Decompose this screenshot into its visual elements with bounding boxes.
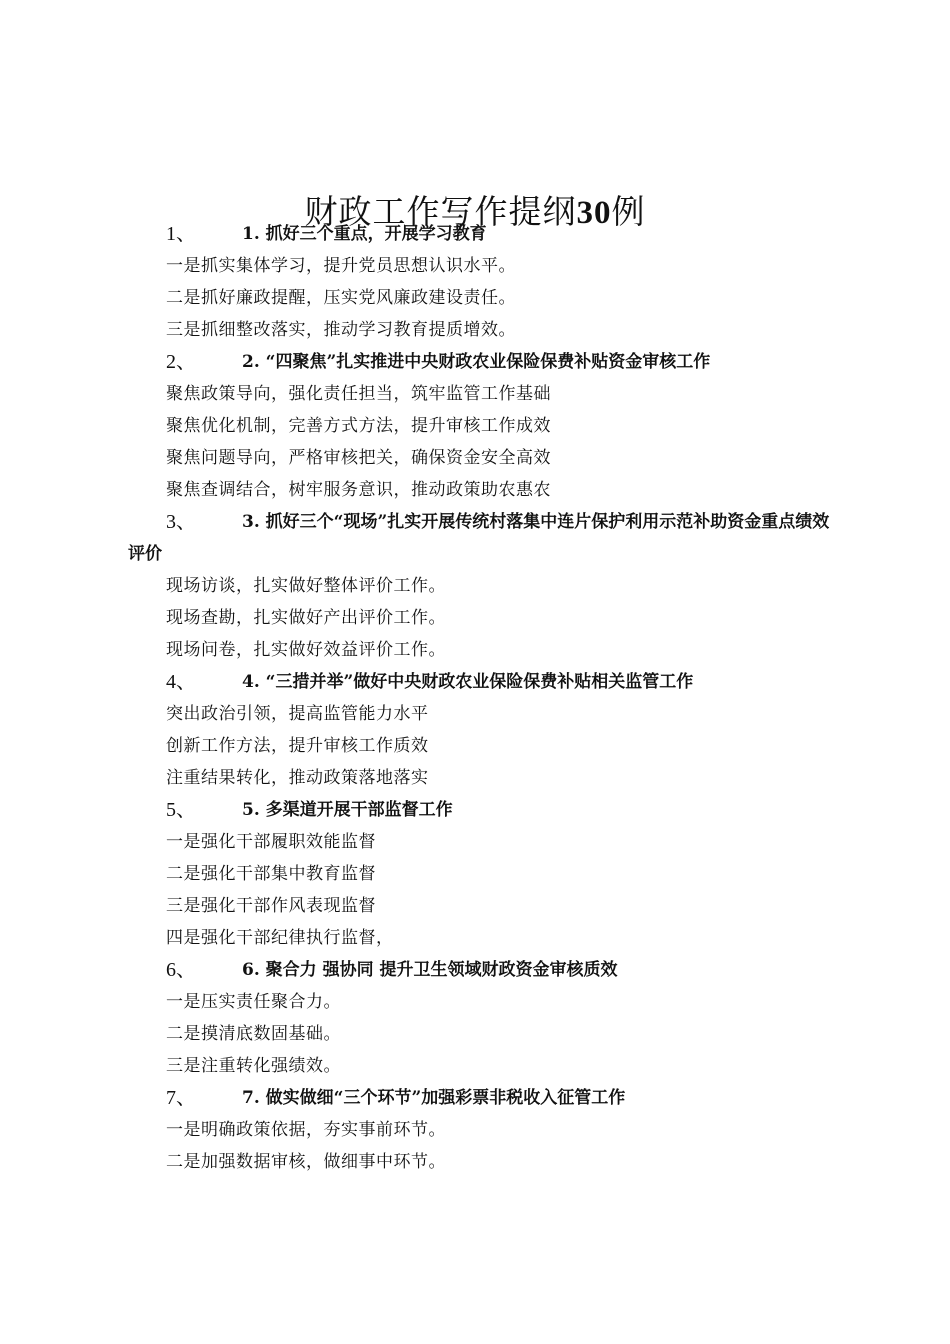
section-index: 5、 — [166, 799, 196, 821]
list-item: 二是强化干部集中教育监督 — [166, 864, 376, 884]
section-heading-text: 7. 做实做细“三个环节”加强彩票非税收入征管工作 — [242, 1088, 626, 1108]
section-heading-3 — [0, 506, 950, 570]
section-index: 4、 — [166, 671, 196, 693]
list-item: 注重结果转化，推动政策落地落实 — [166, 768, 429, 788]
title-text: 财政工作写作提纲 — [304, 192, 577, 232]
list-item: 创新工作方法，提升审核工作质效 — [166, 736, 429, 756]
section-heading-text: 6. 聚合力 强协同 提升卫生领域财政资金审核质效 — [242, 960, 618, 980]
section-heading-6 — [0, 954, 950, 986]
document-body — [0, 218, 950, 1178]
list-item: 三是注重转化强绩效。 — [166, 1056, 341, 1076]
list-item: 四是强化干部纪律执行监督， — [166, 928, 394, 948]
list-item: 现场问卷，扎实做好效益评价工作。 — [166, 640, 446, 660]
list-item: 一是抓实集体学习，提升党员思想认识水平。 — [166, 256, 516, 276]
title-number: 30 — [576, 195, 612, 232]
list-item: 一是强化干部履职效能监督 — [166, 832, 376, 852]
list-item: 二是加强数据审核，做细事中环节。 — [166, 1152, 446, 1172]
title-suffix: 例 — [611, 192, 646, 232]
list-item: 聚焦查调结合，树牢服务意识，推动政策助农惠农 — [166, 480, 551, 500]
section-heading-text: 4. “三措并举”做好中央财政农业保险保费补贴相关监管工作 — [242, 672, 694, 692]
list-item: 一是压实责任聚合力。 — [166, 992, 341, 1012]
list-item: 三是抓细整改落实，推动学习教育提质增效。 — [166, 320, 516, 340]
section-index: 2、 — [166, 351, 196, 373]
section-heading-7 — [0, 1082, 950, 1114]
section-heading-1 — [0, 218, 950, 250]
list-item: 现场查勘，扎实做好产出评价工作。 — [166, 608, 446, 628]
list-item: 现场访谈，扎实做好整体评价工作。 — [166, 576, 446, 596]
section-heading-text: 3. 抓好三个“现场”扎实开展传统村落集中连片保护利用示范补助资金重点绩效评价 — [128, 512, 830, 564]
list-item: 二是抓好廉政提醒，压实党风廉政建设责任。 — [166, 288, 516, 308]
section-index: 3、 — [166, 511, 196, 533]
list-item: 一是明确政策依据，夯实事前环节。 — [166, 1120, 446, 1140]
section-heading-5 — [0, 794, 950, 826]
section-index: 6、 — [166, 959, 196, 981]
list-item: 二是摸清底数固基础。 — [166, 1024, 341, 1044]
list-item: 三是强化干部作风表现监督 — [166, 896, 376, 916]
list-item: 聚焦优化机制，完善方式方法，提升审核工作成效 — [166, 416, 551, 436]
list-item: 突出政治引领，提高监管能力水平 — [166, 704, 429, 724]
section-heading-4 — [0, 666, 950, 698]
section-heading-text: 1. 抓好三个重点，开展学习教育 — [242, 224, 487, 244]
list-item: 聚焦问题导向，严格审核把关，确保资金安全高效 — [166, 448, 551, 468]
section-heading-text: 5. 多渠道开展干部监督工作 — [242, 800, 453, 820]
section-heading-text: 2. “四聚焦”扎实推进中央财政农业保险保费补贴资金审核工作 — [242, 352, 711, 372]
section-heading-2 — [0, 346, 950, 378]
section-index: 1、 — [166, 223, 196, 245]
section-index: 7、 — [166, 1087, 196, 1109]
list-item: 聚焦政策导向，强化责任担当，筑牢监管工作基础 — [166, 384, 551, 404]
